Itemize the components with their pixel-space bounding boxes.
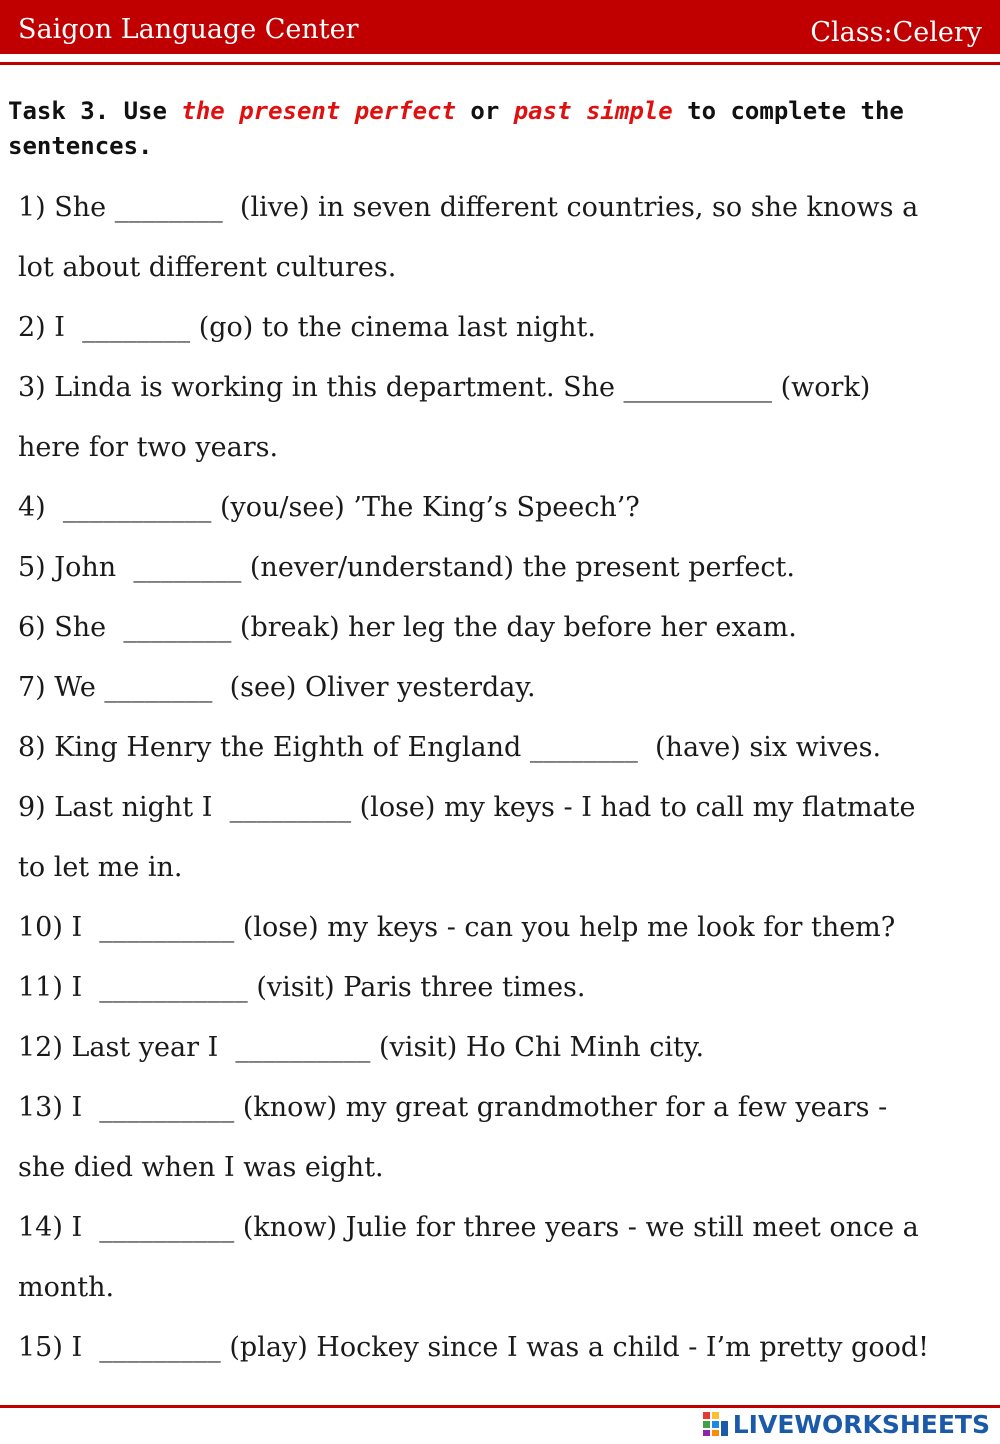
task-text-1: Task 3. Use [8, 97, 182, 125]
sentence-line: lot about different cultures. [18, 252, 397, 283]
sentence-line: 13) I __________ (know) my great grandmother for a few years - [18, 1092, 888, 1123]
sentence-line: 6) She ________ (break) her leg the day before her exam. [18, 612, 797, 643]
sentence-line: 1) She ________ (live) in seven different countries, so she knows a [18, 192, 919, 223]
sentence-line: 8) King Henry the Eighth of England ________ (have) six wives. [18, 732, 882, 763]
sentence-line: 9) Last night I _________ (lose) my keys - I had to call my flatmate [18, 792, 916, 823]
sentence-line: 3) Linda is working in this department. She ___________ (work) [18, 372, 871, 403]
sentence-line: 7) We ________ (see) Oliver yesterday. [18, 672, 536, 703]
liveworksheets-logo[interactable] [703, 1408, 990, 1440]
sentence-line: here for two years. [18, 432, 279, 463]
task-text-3: to complete the sentences. [8, 97, 904, 160]
sentence-line: 5) John ________ (never/understand) the present perfect. [18, 552, 795, 583]
liveworksheets-logo-text: LIVEWORKSHEETS [732, 1409, 990, 1439]
sentence-line: 15) I _________ (play) Hockey since I was a child - I’m pretty good! [18, 1332, 929, 1363]
task-highlight-past-simple: past simple [513, 97, 673, 125]
header-divider [0, 62, 1000, 65]
sentence-line: 10) I __________ (lose) my keys - can you help me look for them? [18, 912, 896, 943]
sentence-line: 4) ___________ (you/see) ’The King’s Speech’? [18, 492, 640, 523]
school-name: Saigon Language Center [18, 14, 359, 45]
sentence-line: 2) I ________ (go) to the cinema last night. [18, 312, 596, 343]
sentence-line: month. [18, 1272, 115, 1303]
sentence-line: 12) Last year I __________ (visit) Ho Chi Minh city. [18, 1032, 705, 1063]
task-instruction [8, 94, 968, 164]
task-highlight-present-perfect: the present perfect [181, 97, 456, 125]
sentence-list [18, 178, 988, 1378]
class-name: Class:Celery [810, 17, 982, 48]
sentence-line: she died when I was eight. [18, 1152, 384, 1183]
sentence-line: 14) I __________ (know) Julie for three years - we still meet once a [18, 1212, 919, 1243]
sentence-line: to let me in. [18, 852, 183, 883]
sentence-line: 11) I ___________ (visit) Paris three times. [18, 972, 586, 1003]
task-text-2: or [455, 97, 514, 125]
liveworksheets-logo-icon [703, 1412, 729, 1436]
